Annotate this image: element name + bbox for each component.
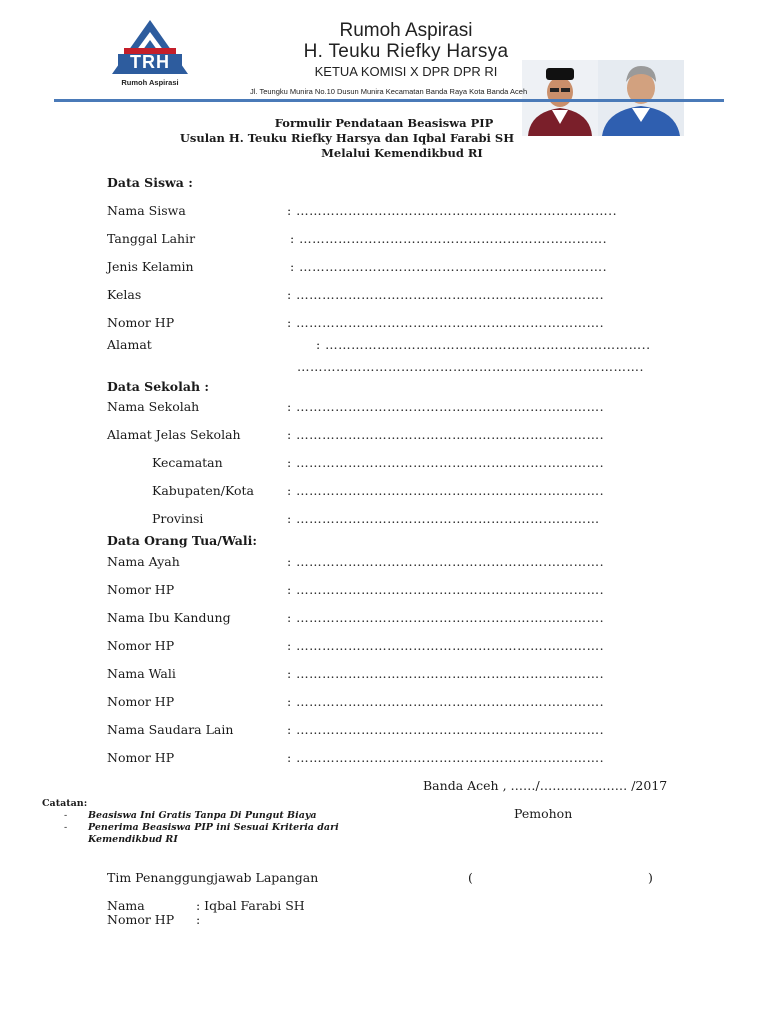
field-label: Nama Wali — [107, 666, 176, 681]
applicant-label: Pemohon — [514, 806, 573, 821]
field-blank[interactable]: : ………………………………………………….…………. — [287, 638, 605, 653]
field-blank[interactable]: : ………………………………………………….…………. — [287, 483, 605, 498]
note-item: Penerima Beasiswa PIP ini Sesuai Kriteria dari — [88, 822, 339, 833]
field-label: Nama Ibu Kandung — [107, 610, 231, 625]
field-blank[interactable]: : ………………………………………………….…………. — [290, 259, 608, 274]
field-blank[interactable]: : ………………………………………………….…………. — [287, 554, 605, 569]
logo-caption: Rumoh Aspirasi — [121, 78, 179, 87]
field-blank[interactable]: : ………………………………………………….…………. — [287, 610, 605, 625]
field-blank[interactable]: : ………………………………………………….…………. — [287, 582, 605, 597]
bullet: - — [64, 810, 68, 821]
notes-heading: Catatan: — [42, 798, 88, 809]
field-blank[interactable]: : ………………………………………………….………… — [287, 511, 600, 526]
field-label: Nama Ayah — [107, 554, 180, 569]
field-label: Nomor HP — [107, 638, 175, 653]
field-label: Kecamatan — [152, 455, 223, 470]
section-heading: Data Sekolah : — [107, 379, 210, 394]
date-line[interactable]: Banda Aceh , ……/………………… /2017 — [423, 778, 668, 793]
address-line: Jl. Teungku Munira No.10 Dusun Munira Kecamatan Banda Raya Kota Banda Aceh — [250, 87, 528, 96]
name-value: : Iqbal Farabi SH — [196, 898, 305, 913]
logo-text: TRH — [130, 52, 170, 72]
person-name: H. Teuku Riefky Harsya — [303, 41, 509, 62]
field-label: Nama Siswa — [107, 203, 186, 218]
field-blank[interactable]: : ………………………………………………….…………….. — [316, 337, 651, 352]
field-blank[interactable]: : ………………………………………………….…………. — [287, 694, 605, 709]
field-label: Nomor HP — [107, 694, 175, 709]
phone-value[interactable]: : — [196, 912, 201, 927]
field-blank[interactable]: : ………………………………………………….…………. — [287, 722, 605, 737]
title-line1: Formulir Pendataan Beasiswa PIP — [274, 116, 494, 130]
field-label: Alamat Jelas Sekolah — [107, 427, 241, 442]
field-blank[interactable]: : ………………………………………………….…………. — [287, 287, 605, 302]
title-line3: Melalui Kemendikbud RI — [321, 146, 483, 160]
title-line2: Usulan H. Teuku Riefky Harsya dan Iqbal Farabi SH — [179, 131, 515, 145]
field-label: Nomor HP — [107, 582, 175, 597]
field-label: Nama Saudara Lain — [107, 722, 234, 737]
field-label: Nama Sekolah — [107, 399, 200, 414]
team-label: Tim Penanggungjawab Lapangan — [107, 870, 319, 885]
address-continuation-blank[interactable]: ………………………………………………………….…………. — [297, 359, 644, 374]
field-blank[interactable]: : ………………………………………………….…………. — [290, 231, 608, 246]
field-blank[interactable]: : ……………………………………………………………….. — [287, 203, 618, 218]
field-blank[interactable]: : ………………………………………………….…………. — [287, 315, 605, 330]
field-label: Nomor HP — [107, 750, 175, 765]
note-item-cont: Kemendikbud RI — [88, 834, 178, 845]
field-label: Tanggal Lahir — [107, 231, 196, 246]
field-blank[interactable]: : ………………………………………………….…………. — [287, 455, 605, 470]
field-blank[interactable]: : ………………………………………………….…………. — [287, 427, 605, 442]
field-label: Provinsi — [152, 511, 204, 526]
name-label: Nama — [107, 898, 145, 913]
position-title: KETUA KOMISI X DPR DPR RI — [314, 64, 498, 79]
header-rule — [54, 99, 724, 102]
field-label: Kabupaten/Kota — [152, 483, 254, 498]
field-label: Alamat — [107, 337, 152, 352]
bullet: - — [64, 822, 68, 833]
field-label: Kelas — [107, 287, 142, 302]
signature-open-paren: ( — [468, 870, 473, 885]
org-name: Rumoh Aspirasi — [339, 20, 473, 41]
field-blank[interactable]: : ………………………………………………….…………. — [287, 666, 605, 681]
section-heading: Data Orang Tua/Wali: — [107, 533, 257, 548]
field-blank[interactable]: : ………………………………………………….…………. — [287, 399, 605, 414]
field-label: Nomor HP — [107, 315, 175, 330]
phone-label: Nomor HP — [107, 912, 175, 927]
signature-close-paren: ) — [648, 870, 653, 885]
section-heading: Data Siswa : — [107, 175, 193, 190]
note-item: Beasiswa Ini Gratis Tanpa Di Pungut Biaya — [88, 810, 317, 821]
field-blank[interactable]: : ………………………………………………….…………. — [287, 750, 605, 765]
field-label: Jenis Kelamin — [107, 259, 194, 274]
